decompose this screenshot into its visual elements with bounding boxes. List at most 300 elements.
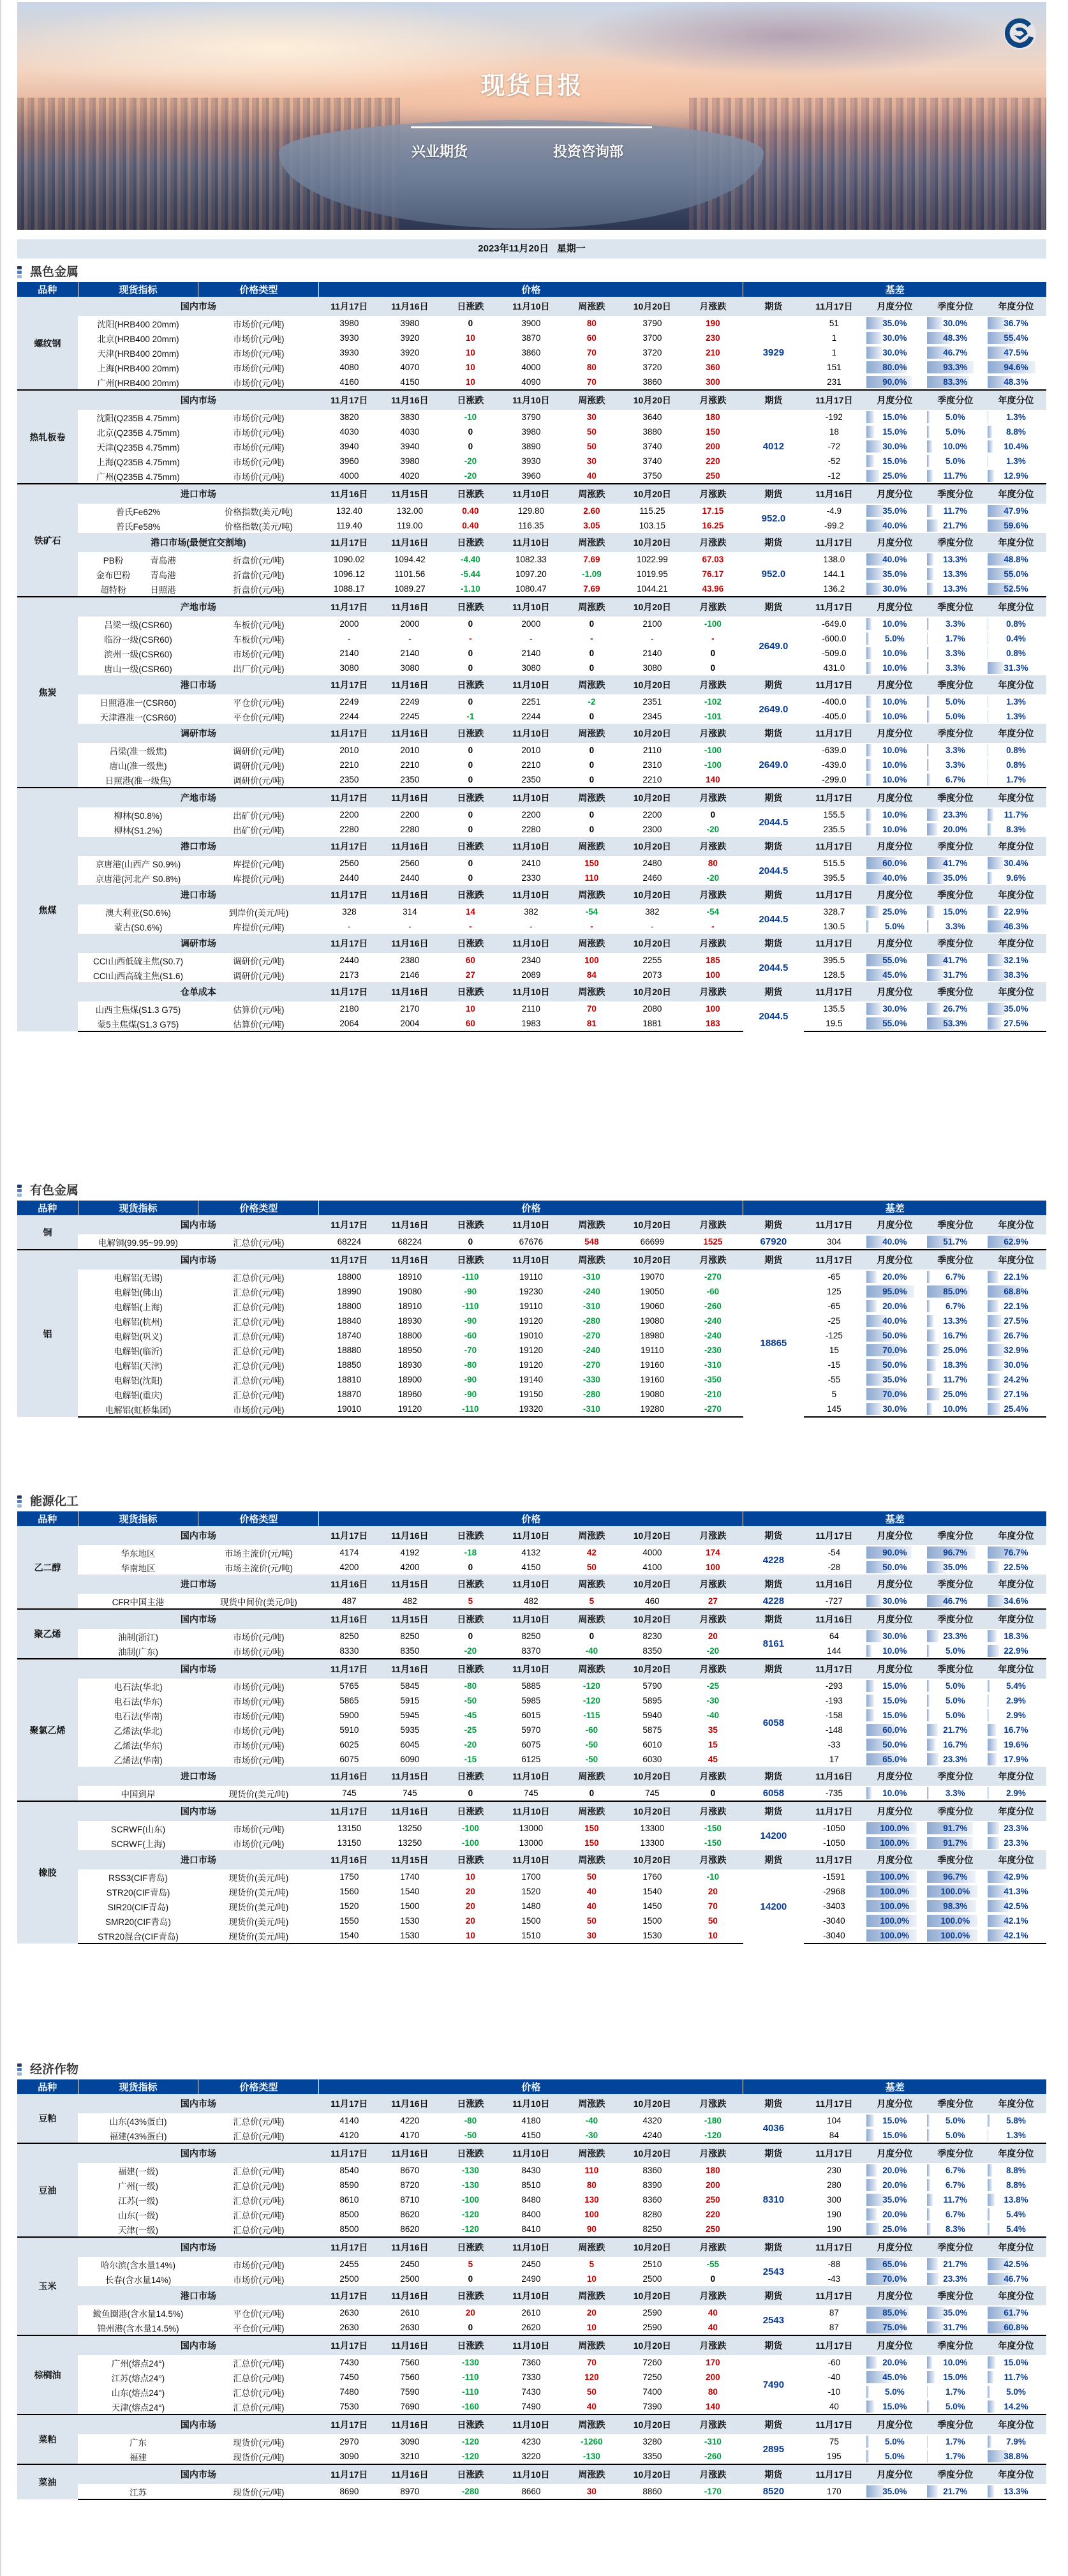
column-header: 11月10日 xyxy=(501,2237,561,2257)
percentile-value: 30.0% xyxy=(882,584,907,594)
column-header: 11月17日 xyxy=(319,2286,380,2305)
percentile-databar xyxy=(866,317,884,329)
table-row xyxy=(17,2355,1046,2370)
percentile-value: 15.0% xyxy=(882,2402,907,2411)
price-cell: 8690 xyxy=(319,2484,380,2499)
quarterly-percentile-cell xyxy=(925,1737,986,1752)
percentile-value: 21.7% xyxy=(943,1725,968,1735)
quarterly-percentile-cell xyxy=(925,454,986,468)
percentile-value: 15.0% xyxy=(882,2130,907,2140)
price-cell: 2210 xyxy=(622,772,683,788)
price-cell: 5885 xyxy=(521,1681,541,1691)
table-row xyxy=(17,1328,1046,1343)
futures-cell: 14200 xyxy=(760,1830,787,1841)
column-header: 11月17日 xyxy=(804,390,864,410)
price-cell: 4160 xyxy=(319,375,380,390)
percentile-value: 100.0% xyxy=(880,1916,910,1926)
monthly-percentile-cell xyxy=(864,2484,925,2499)
price-cell: 2200 xyxy=(400,810,420,820)
percentile-value: 5.0% xyxy=(946,2402,965,2411)
price-cell: 2280 xyxy=(400,825,420,834)
price-cell: 18870 xyxy=(337,1389,362,1399)
percentile-value: 10.0% xyxy=(882,619,907,629)
market-subheader xyxy=(17,982,1046,1001)
price-type-cell: 汇总价(元/吨) xyxy=(233,1346,285,1356)
price-cell: 2255 xyxy=(642,955,662,965)
percentile-value: 13.3% xyxy=(943,555,968,564)
week-change-cell: 548 xyxy=(561,1234,622,1250)
column-header: 10月20日 xyxy=(622,1609,683,1629)
price-cell: 18800 xyxy=(337,1272,362,1282)
week-change-cell: 60 xyxy=(586,333,597,343)
month-change-cell: 150 xyxy=(706,427,720,437)
percentile-value: 10.4% xyxy=(1004,442,1028,451)
day-change-cell: 5 xyxy=(440,1594,501,1609)
basis-cell: 190 xyxy=(827,2210,842,2219)
futures-cell: 2044.5 xyxy=(759,962,789,973)
monthly-percentile-cell xyxy=(864,2272,925,2286)
month-change-cell: 1525 xyxy=(683,1234,743,1250)
percentile-databar xyxy=(866,470,879,482)
month-change-cell: -20 xyxy=(706,873,720,883)
monthly-percentile-cell xyxy=(864,567,925,581)
week-change-cell: 42 xyxy=(586,1548,597,1557)
quarterly-percentile-cell xyxy=(925,822,986,837)
price-cell: 132.40 xyxy=(336,506,362,516)
monthly-percentile-cell xyxy=(864,1693,925,1708)
column-header: 10月20日 xyxy=(622,2335,683,2355)
week-change-cell: 0 xyxy=(561,772,622,788)
table-row xyxy=(17,1786,1046,1801)
price-cell: 5940 xyxy=(642,1711,662,1720)
price-cell: 4200 xyxy=(400,1562,420,1572)
price-cell: 7480 xyxy=(339,2387,359,2397)
table-row xyxy=(17,1737,1046,1752)
section-title-3 xyxy=(17,2062,78,2078)
market-label: 调研市场 xyxy=(78,724,319,743)
table-row xyxy=(17,807,1046,822)
percentile-value: 50.0% xyxy=(882,1360,907,1370)
percentile-value: 53.3% xyxy=(943,1019,968,1028)
indicator-cell: CCI山西低硫主焦(S0.7) xyxy=(93,956,183,966)
department-name: 投资咨询部 xyxy=(553,144,624,160)
column-header: 日涨跌 xyxy=(440,2415,501,2434)
quarterly-percentile-cell xyxy=(925,1693,986,1708)
percentile-value: 5.0% xyxy=(885,2387,905,2397)
price-type-cell: 现货价(美元/吨) xyxy=(228,1917,289,1927)
column-header: 期货 xyxy=(743,675,804,694)
price-cell: 3080 xyxy=(521,663,541,673)
quarterly-percentile-cell xyxy=(925,1708,986,1723)
week-change-cell: -240 xyxy=(582,1287,600,1296)
column-header: 年度分位 xyxy=(986,2143,1046,2163)
column-header: 日涨跌 xyxy=(440,885,501,904)
price-cell: 3940 xyxy=(339,442,359,451)
price-cell: 7260 xyxy=(642,2358,662,2367)
price-cell: 2345 xyxy=(642,712,662,721)
price-type-cell: 平仓价(元/吨) xyxy=(233,712,285,723)
column-header: 期货 xyxy=(743,1767,804,1786)
basis-cell: -3403 xyxy=(823,1901,845,1911)
price-cell: - xyxy=(408,634,412,643)
price-cell: 3720 xyxy=(642,348,662,357)
price-cell: 2010 xyxy=(339,745,359,755)
price-type-cell: 汇总价(元/吨) xyxy=(233,2181,285,2191)
column-header: 11月16日 xyxy=(319,1850,380,1869)
week-change-cell: -50 xyxy=(585,1755,598,1764)
percentile-value: 6.7% xyxy=(946,2166,965,2175)
product-name: 超特粉 xyxy=(100,585,126,595)
percentile-databar xyxy=(988,1630,997,1642)
price-cell: 1700 xyxy=(521,1872,541,1882)
column-header: 月涨跌 xyxy=(683,1659,743,1679)
week-change-cell: 0 xyxy=(589,825,595,834)
week-change-cell: 7.69 xyxy=(561,581,622,597)
column-header: 年度分位 xyxy=(986,1850,1046,1869)
price-cell: - xyxy=(530,922,533,931)
percentile-value: 0.8% xyxy=(1006,760,1026,770)
price-cell: 3750 xyxy=(622,468,683,484)
price-cell: 19280 xyxy=(622,1402,683,1417)
price-cell: 460 xyxy=(622,1594,683,1609)
table-row xyxy=(17,1402,1046,1417)
basis-cell: 19.5 xyxy=(804,1016,864,1031)
month-change-cell: -350 xyxy=(704,1375,722,1384)
column-header: 10月20日 xyxy=(622,1850,683,1869)
table-row xyxy=(17,2192,1046,2207)
percentile-databar xyxy=(866,633,869,645)
basis-cell: 17 xyxy=(829,1755,839,1764)
market-subheader xyxy=(17,1609,1046,1629)
indicator-cell: 广东 xyxy=(129,2437,147,2448)
table-row xyxy=(17,1708,1046,1723)
percentile-value: 11.7% xyxy=(1004,810,1028,820)
percentile-databar xyxy=(988,2208,990,2220)
header-banner xyxy=(17,2,1046,230)
percentile-databar xyxy=(927,1695,930,1707)
price-type-cell: 现货价(美元/吨) xyxy=(228,1902,289,1912)
day-change-cell: -20 xyxy=(464,456,477,466)
price-cell: 2450 xyxy=(521,2259,541,2269)
variety-cell: 乙二醇 xyxy=(17,1526,78,1609)
month-change-cell: -270 xyxy=(704,1272,722,1282)
column-header: 11月16日 xyxy=(319,1609,380,1629)
indicator-cell: 蒙5主焦煤(S1.3 G75) xyxy=(78,1016,198,1031)
column-header: 11月16日 xyxy=(380,2094,440,2113)
price-type-cell: 市场价(元/吨) xyxy=(233,1711,285,1721)
percentile-value: 10.0% xyxy=(882,760,907,770)
basis-cell: -639.0 xyxy=(822,745,847,755)
price-cell: 19150 xyxy=(519,1389,544,1399)
day-change-cell: 20 xyxy=(465,1916,475,1926)
percentile-value: 10.0% xyxy=(943,442,968,451)
column-header: 日涨跌 xyxy=(440,1801,501,1821)
monthly-percentile-cell xyxy=(864,2207,925,2222)
percentile-value: 38.8% xyxy=(1004,2452,1028,2461)
column-header: 日涨跌 xyxy=(440,1659,501,1679)
month-change-cell: 200 xyxy=(706,442,720,451)
percentile-value: 46.7% xyxy=(1004,2274,1028,2284)
price-type-cell: 调研价(元/吨) xyxy=(198,772,319,788)
indicator-cell: 电解铝(巩义) xyxy=(114,1331,163,1342)
percentile-databar xyxy=(866,1630,882,1642)
percentile-value: 93.3% xyxy=(943,363,968,372)
quarterly-percentile-cell xyxy=(925,2370,986,2385)
percentile-databar xyxy=(988,1388,1001,1400)
price-cell: 2140 xyxy=(400,648,420,658)
price-cell: 1540 xyxy=(642,1887,662,1896)
basis-cell: 51 xyxy=(829,318,839,328)
price-type-cell: 车板价(元/吨) xyxy=(233,634,285,645)
price-cell: 3720 xyxy=(642,363,662,372)
price-cell: 7330 xyxy=(521,2372,541,2382)
column-header: 11月17日 xyxy=(319,2464,380,2484)
column-header: 月度分位 xyxy=(864,837,925,856)
percentile-databar xyxy=(927,2194,933,2206)
percentile-value: 95.0% xyxy=(882,1287,907,1296)
price-cell: 2480 xyxy=(642,858,662,868)
percentile-value: 40.0% xyxy=(882,521,907,530)
price-cell: 2140 xyxy=(339,648,359,658)
column-header: 月涨跌 xyxy=(683,934,743,953)
percentile-value: 14.2% xyxy=(1004,2402,1028,2411)
indicator-cell: 电解铝(杭州) xyxy=(114,1317,163,1327)
week-change-cell: 80 xyxy=(586,2180,597,2190)
port-name: 青岛港 xyxy=(150,570,176,580)
week-change-cell: 40 xyxy=(561,468,622,484)
percentile-value: 35.0% xyxy=(1004,1004,1028,1014)
basis-cell: -405.0 xyxy=(822,712,847,721)
price-cell: 1094.42 xyxy=(394,555,426,564)
percentile-value: 1.7% xyxy=(946,2387,965,2397)
percentile-databar xyxy=(866,823,871,835)
price-cell: 103.15 xyxy=(639,521,665,530)
table-row xyxy=(17,2320,1046,2335)
week-change-cell: -115 xyxy=(583,1711,600,1720)
percentile-databar xyxy=(988,954,1004,966)
price-cell: 4090 xyxy=(501,375,561,390)
column-header: 11月17日 xyxy=(804,533,864,552)
percentile-databar xyxy=(866,759,871,771)
column-header: 11月17日 xyxy=(319,1526,380,1545)
percentile-databar xyxy=(927,809,938,821)
percentile-value: 27.5% xyxy=(1004,1019,1028,1028)
indicator-cell: 柳林(S0.8%) xyxy=(114,811,163,821)
monthly-percentile-cell xyxy=(864,439,925,454)
monthly-percentile-cell xyxy=(864,468,925,484)
price-cell: 4000 xyxy=(521,363,541,372)
table-row xyxy=(17,468,1046,484)
table-row xyxy=(17,2163,1046,2178)
percentile-databar xyxy=(866,696,871,708)
day-change-cell: 0 xyxy=(468,825,473,834)
column-header: 季度分位 xyxy=(925,837,986,856)
day-change-cell: 0 xyxy=(468,697,473,707)
percentile-databar xyxy=(927,2179,930,2191)
indicator-cell: 广州(HRB400 20mm) xyxy=(78,375,198,390)
price-type-cell: 平仓价(元/吨) xyxy=(198,2320,319,2335)
price-cell: 4030 xyxy=(339,427,359,437)
price-cell: 19110 xyxy=(519,1272,543,1282)
futures-cell: 2649.0 xyxy=(759,703,789,715)
yearly-percentile-cell xyxy=(986,1234,1046,1250)
price-type-cell: 出厂价(元/吨) xyxy=(233,664,285,674)
column-header: 11月15日 xyxy=(380,1609,440,1629)
price-cell: 2610 xyxy=(521,2308,541,2318)
price-cell: 8410 xyxy=(501,2222,561,2237)
column-header: 季度分位 xyxy=(925,2464,986,2484)
column-header: 期货 xyxy=(743,2237,804,2257)
column-header: 11月16日 xyxy=(380,2143,440,2163)
column-header: 季度分位 xyxy=(925,533,986,552)
market-label: 国内市场 xyxy=(78,2143,319,2163)
percentile-value: 60.8% xyxy=(1004,2323,1028,2332)
percentile-databar xyxy=(988,2115,991,2127)
basis-cell: 15 xyxy=(829,1345,839,1355)
percentile-value: 5.0% xyxy=(946,427,965,437)
week-change-cell: 20 xyxy=(586,2308,597,2318)
percentile-value: 13.3% xyxy=(943,1316,968,1326)
price-cell: 1500 xyxy=(521,1916,541,1926)
market-label: 国内市场 xyxy=(78,1659,319,1679)
column-header: 期货 xyxy=(743,885,804,904)
percentile-value: 22.9% xyxy=(1004,1646,1028,1656)
quarterly-percentile-cell xyxy=(925,1786,986,1801)
column-header: 周涨跌 xyxy=(561,2335,622,2355)
monthly-percentile-cell xyxy=(864,2385,925,2399)
price-cell: 7590 xyxy=(400,2387,420,2397)
column-header: 11月17日 xyxy=(804,1801,864,1821)
yearly-percentile-cell xyxy=(986,807,1046,822)
quarterly-percentile-cell xyxy=(925,2272,986,2286)
day-change-cell: 0.40 xyxy=(462,521,479,530)
yearly-percentile-cell xyxy=(986,856,1046,871)
col-variety-header: 品种 xyxy=(17,1511,78,1526)
table-row xyxy=(17,1016,1046,1031)
price-cell: 3980 xyxy=(400,318,420,328)
month-change-cell: -170 xyxy=(683,2484,743,2499)
percentile-value: 32.1% xyxy=(1004,955,1028,965)
day-change-cell: 14 xyxy=(465,907,475,917)
futures-cell: 14200 xyxy=(760,1901,787,1912)
yearly-percentile-cell xyxy=(986,518,1046,533)
quarterly-percentile-cell xyxy=(925,439,986,454)
price-cell: 4000 xyxy=(642,1548,662,1557)
monthly-percentile-cell xyxy=(864,2449,925,2464)
column-header: 年度分位 xyxy=(986,724,1046,743)
indicator-cell: 沈阳(HRB400 20mm) xyxy=(97,319,179,329)
day-change-cell: 0 xyxy=(468,1562,473,1572)
price-cell: 7390 xyxy=(622,2399,683,2415)
week-change-cell: -120 xyxy=(582,1696,600,1705)
column-header: 周涨跌 xyxy=(561,982,622,1001)
indicator-cell: 京唐港(河北产 S0.8%) xyxy=(95,874,181,884)
price-cell: 2140 xyxy=(642,648,662,658)
price-cell: 1450 xyxy=(642,1901,662,1911)
day-change-cell: -110 xyxy=(462,1301,479,1311)
percentile-value: 22.5% xyxy=(1004,1562,1028,1572)
quarterly-percentile-cell xyxy=(925,1629,986,1644)
percentile-databar xyxy=(927,1645,930,1657)
price-cell: 5910 xyxy=(339,1725,359,1735)
percentile-databar xyxy=(866,1374,884,1386)
quarterly-percentile-cell xyxy=(925,345,986,360)
indicator-cell: 沈阳(Q235B 4.75mm) xyxy=(96,413,180,423)
percentile-value: 75.0% xyxy=(882,2323,907,2332)
price-cell: 66699 xyxy=(622,1234,683,1250)
percentile-databar xyxy=(988,2386,990,2398)
month-change-cell: 67.03 xyxy=(702,555,724,564)
quarterly-percentile-cell xyxy=(925,2385,986,2399)
monthly-percentile-cell xyxy=(864,1328,925,1343)
percentile-value: 10.0% xyxy=(882,1788,907,1798)
price-cell: 1101.56 xyxy=(394,569,426,579)
data-table-0 xyxy=(17,282,1046,1032)
column-header: 11月16日 xyxy=(804,1575,864,1594)
week-change-cell: 50 xyxy=(586,1872,597,1882)
day-change-cell: 0 xyxy=(468,619,473,629)
monthly-percentile-cell xyxy=(864,454,925,468)
percentile-value: 42.1% xyxy=(1004,1931,1028,1940)
futures-cell: 4228 xyxy=(762,1554,785,1566)
week-change-cell: 0 xyxy=(589,712,595,721)
table-row xyxy=(17,758,1046,772)
col-basis-header: 基差 xyxy=(743,2079,1046,2094)
price-cell: 19070 xyxy=(640,1272,665,1282)
percentile-databar xyxy=(988,1359,1003,1371)
percentile-value: 20.0% xyxy=(882,2358,907,2367)
price-cell: 4100 xyxy=(642,1562,662,1572)
column-header: 月涨跌 xyxy=(683,1850,743,1869)
percentile-value: 61.7% xyxy=(1004,2308,1028,2318)
price-cell: 4000 xyxy=(319,468,380,484)
percentile-value: 96.7% xyxy=(943,1872,968,1882)
percentile-databar xyxy=(927,710,930,723)
table-row xyxy=(17,871,1046,885)
yearly-percentile-cell xyxy=(986,1836,1046,1850)
monthly-percentile-cell xyxy=(864,1869,925,1884)
percentile-value: 5.0% xyxy=(885,2452,905,2461)
percentile-value: 3.3% xyxy=(946,745,965,755)
percentile-databar xyxy=(866,2450,869,2462)
yearly-percentile-cell xyxy=(986,468,1046,484)
report-weekday: 星期一 xyxy=(556,243,586,254)
percentile-value: 6.7% xyxy=(946,1272,965,1282)
monthly-percentile-cell xyxy=(864,758,925,772)
percentile-value: 48.3% xyxy=(943,333,968,343)
market-subheader xyxy=(17,533,1046,552)
column-header: 11月17日 xyxy=(319,390,380,410)
percentile-databar xyxy=(988,872,993,884)
price-type-cell: 调研价(元/吨) xyxy=(233,971,285,981)
column-header: 周涨跌 xyxy=(561,1609,622,1629)
price-cell: 2630 xyxy=(380,2320,440,2335)
indicator-cell: 油制(浙江) xyxy=(117,1632,158,1642)
column-header: 季度分位 xyxy=(925,885,986,904)
day-change-cell: 60 xyxy=(465,955,475,965)
column-header: 季度分位 xyxy=(925,2094,986,2113)
week-change-cell: -50 xyxy=(585,1740,598,1749)
day-change-cell: -90 xyxy=(464,1375,477,1384)
percentile-databar xyxy=(927,618,929,630)
basis-cell: -2968 xyxy=(823,1887,845,1896)
percentile-databar xyxy=(927,2436,928,2448)
month-change-cell: 100 xyxy=(706,1562,720,1572)
column-header: 10月20日 xyxy=(622,675,683,694)
column-header: 11月17日 xyxy=(319,788,380,807)
basis-cell: 190 xyxy=(804,2222,864,2237)
day-change-cell: 0 xyxy=(468,745,473,755)
